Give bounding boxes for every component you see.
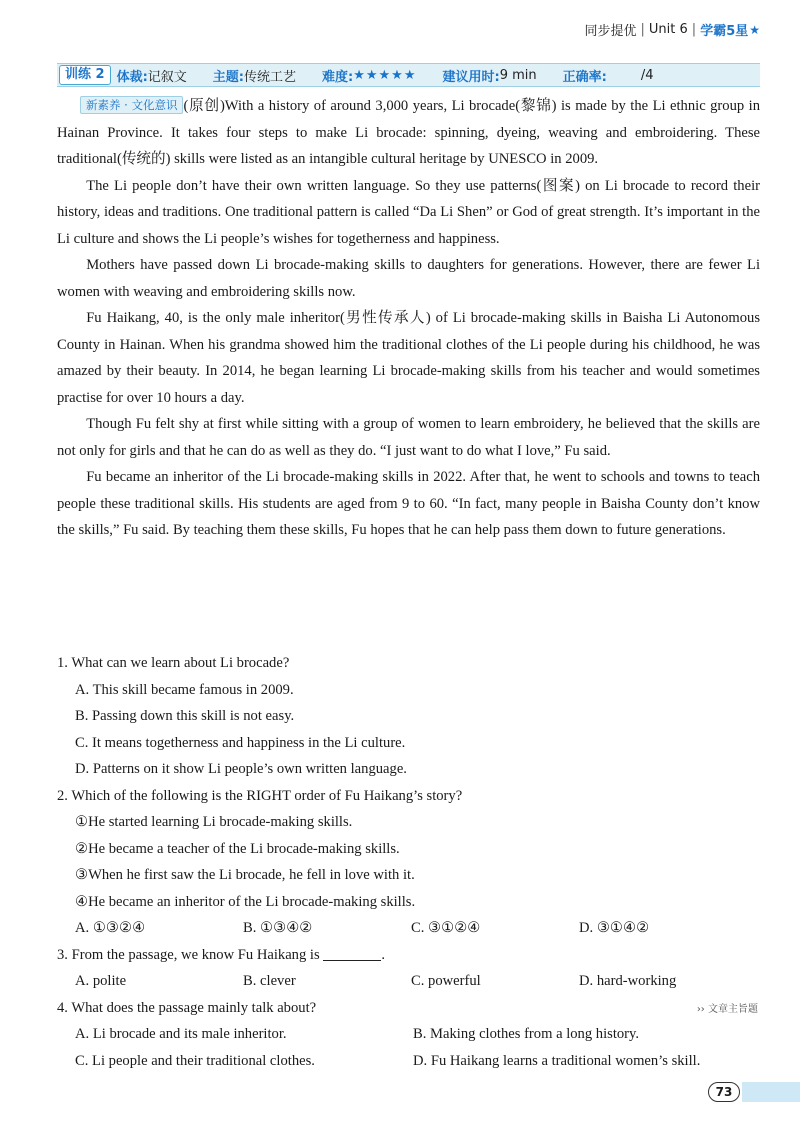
event-2: ②He became a teacher of the Li brocade-making skills.: [75, 840, 400, 857]
options-row: [57, 915, 760, 942]
unit-label: Unit 6: [648, 22, 688, 37]
exercise-tag: 训练 2: [59, 65, 111, 85]
option-a: A. ①③②④: [75, 920, 146, 936]
header-divider: |: [691, 22, 697, 37]
question-stem: 2. Which of the following is the RIGHT order of Fu Haikang’s story?: [57, 787, 463, 804]
option-a: A. Li brocade and its male inheritor.: [75, 1026, 287, 1042]
series-title: 同步提优: [584, 24, 637, 39]
theme-label: 主题:: [212, 69, 244, 85]
option-a: A. polite: [75, 973, 127, 989]
option-b: B. clever: [243, 973, 296, 989]
time-label: 建议用时:: [442, 69, 500, 85]
genre-label: 体裁:: [116, 69, 148, 85]
option-c: C. Li people and their traditional clothes.: [75, 1052, 315, 1069]
page-number: 73: [708, 1082, 740, 1102]
passage-paragraph-6: Fu became an inheritor of the Li brocade-making skills in 2022. After that, he went to schools and towns to teach people these traditional skills. His students are aged from 9 to 60. “In fact, many people in Baisha County don’t know the skills,” Fu said. By teaching them these skills, Fu hopes that he can help pass them down to future generations.: [57, 469, 760, 538]
option-d: D. Patterns on it show Li people’s own written language.: [75, 761, 407, 777]
question-section: [57, 650, 760, 1074]
theme-value: 传统工艺: [244, 69, 297, 85]
question-stem: 4. What does the passage mainly talk about?: [57, 999, 317, 1016]
literacy-badge: 新素养 · 文化意识: [80, 96, 183, 114]
event-3: ③When he first saw the Li brocade, he fell in love with it.: [75, 867, 415, 883]
event-1: ①He started learning Li brocade-making skills.: [75, 814, 353, 830]
passage-paragraph-4: Fu Haikang, 40, is the only male inheritor(男性传承人) of Li brocade-making skills in Baisha Li Autonomous County in Hainan. When his grandma showed him the traditional clothes of the Li people during his childhood, he was amazed by their beauty. In 2014, he began learning Li brocade-making skills from his teacher and would sometimes practise for over 10 hours a day.: [57, 310, 760, 406]
option-b: B. Making clothes from a long history.: [413, 1026, 640, 1042]
question-type-note: ›› 文章主旨题: [696, 1003, 758, 1015]
option-d: D. Fu Haikang learns a traditional women’s skill.: [413, 1052, 701, 1069]
passage-paragraph-1: 新素养 · 文化意识 (原创)With a history of around 3,000 years, Li brocade(黎锦) is made by the Li ethnic group in Hainan Province. It takes four steps to make Li brocade: spinning, dyeing, weaving and embroidering. These traditional(传统的) skills were listed as an intangible cultural heritage by UNESCO in 2009.: [57, 98, 760, 167]
option-c: C. ③①②④: [411, 920, 481, 936]
question-stem: 1. What can we learn about Li brocade?: [57, 655, 290, 671]
page-edge-tab: [742, 1082, 800, 1102]
difficulty-label: 难度:: [322, 69, 354, 85]
option-d: D. ③①④②: [579, 920, 650, 936]
options-row: [57, 1048, 760, 1075]
option-c: C. powerful: [411, 973, 481, 989]
options-row: [57, 1021, 760, 1048]
option-a: A. This skill became famous in 2009.: [75, 681, 294, 698]
options-row: [57, 968, 760, 995]
header-divider: |: [640, 22, 645, 37]
option-d: D. hard-working: [579, 973, 677, 989]
exercise-info-bar: [57, 63, 760, 87]
question-3: [57, 942, 760, 995]
brand-star-icon: ★: [749, 22, 760, 37]
passage-paragraph-5: Though Fu felt shy at first while sitting with a group of women to learn embroidery, he believed that the skills are not only for girls and that he can do as well as they do. “I just want to do what I love,” Fu said.: [57, 416, 760, 459]
reading-passage: [57, 93, 760, 544]
passage-paragraph-2: The Li people don’t have their own written language. So they use patterns(图案) on Li brocade to record their history, ideas and traditions. One traditional pattern is called “Da Li Shen” or God of great strength. It’s important in the Li culture and shows the Li people’s wishes for togetherness and happiness.: [57, 177, 760, 247]
question-1: [57, 650, 760, 783]
page-header: [585, 20, 760, 39]
accuracy-label: 正确率:: [562, 69, 607, 85]
option-b: B. ①③④②: [243, 920, 313, 936]
brand-name: 学霸5星: [700, 24, 749, 39]
time-value: 9 min: [499, 67, 537, 83]
answer-blank[interactable]: [323, 947, 381, 961]
option-c: C. It means togetherness and happiness in the Li culture.: [75, 734, 406, 751]
genre-value: 记叙文: [147, 69, 187, 85]
question-4: [57, 995, 760, 1075]
question-stem: 3. From the passage, we know Fu Haikang is .: [57, 946, 385, 963]
option-b: B. Passing down this skill is not easy.: [75, 708, 295, 724]
difficulty-stars-icon: ★★★★★: [353, 67, 417, 83]
accuracy-value: /4: [640, 67, 654, 83]
event-4: ④He became an inheritor of the Li brocade-making skills.: [75, 893, 416, 910]
question-2: [57, 783, 760, 942]
passage-paragraph-3: Mothers have passed down Li brocade-making skills to daughters for generations. However, there are fewer Li women with weaving and embroidering skills now.: [57, 257, 760, 300]
